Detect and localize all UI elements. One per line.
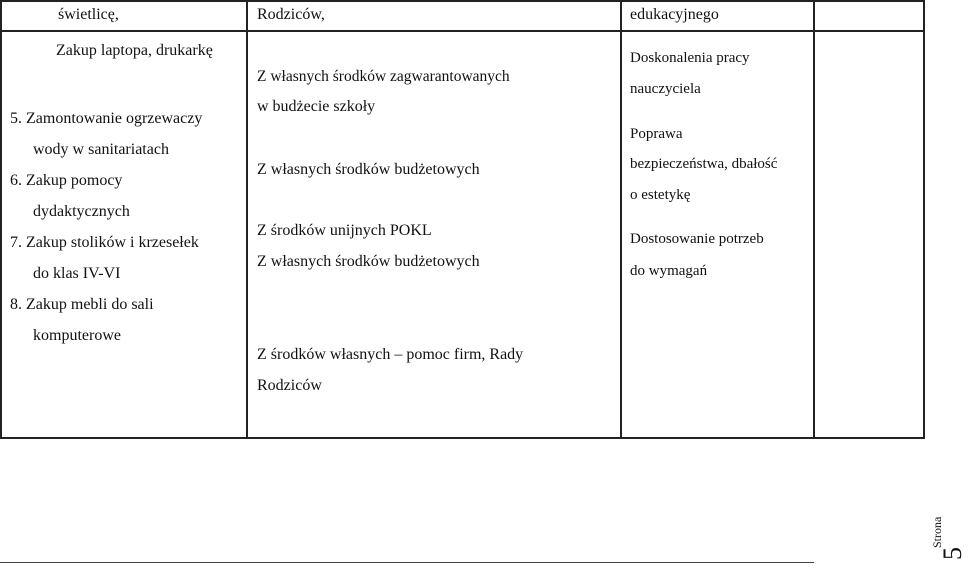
- task-6-line2: dydaktycznych: [33, 203, 130, 220]
- cell-col1-top-fragment: świetlicę,: [58, 6, 119, 23]
- page-number: [930, 516, 967, 580]
- task-laptop: Zakup laptopa, drukarkę: [56, 42, 213, 59]
- cell-col2-top-fragment: Rodziców,: [257, 6, 325, 23]
- table-bottom-border: [0, 437, 925, 439]
- funding-own-budget-1: Z własnych środków budżetowych: [257, 161, 480, 178]
- footer-rule: [0, 562, 814, 563]
- task-7-line2: do klas IV-VI: [33, 265, 121, 282]
- cell-col3-top-fragment: edukacyjnego: [630, 6, 719, 23]
- task-7-line1: 7. Zakup stolików i krzesełek: [10, 234, 199, 251]
- task-5-line1: 5. Zamontowanie ogrzewaczy: [10, 110, 203, 127]
- task-5-line2: wody w sanitariatach: [33, 141, 169, 158]
- funding-own-budget-2: Z własnych środków budżetowych: [257, 253, 480, 270]
- goal-safety-line1: Poprawa: [630, 126, 683, 142]
- task-6-line1: 6. Zakup pomocy: [10, 172, 123, 189]
- funding-own-funds-line1: Z środków własnych – pomoc firm, Rady: [257, 346, 524, 363]
- goal-safety-line3: o estetykę: [630, 187, 691, 203]
- goal-adapt-line1: Dostosowanie potrzeb: [630, 231, 764, 247]
- funding-own-guaranteed-line2: w budżecie szkoły: [257, 98, 376, 115]
- header-row-divider: [0, 30, 925, 32]
- table-top-border: [0, 0, 925, 2]
- goal-adapt-line2: do wymagań: [630, 263, 708, 279]
- goal-improve-line1: Doskonalenia pracy: [630, 50, 750, 66]
- task-8-line2: komputerowe: [33, 327, 121, 344]
- goal-improve-line2: nauczyciela: [630, 81, 701, 97]
- column-divider-3: [813, 0, 815, 438]
- funding-eu-pokl: Z środków unijnych POKL: [257, 222, 432, 239]
- column-divider-2: [620, 0, 622, 438]
- page-number-value: 5: [938, 547, 967, 560]
- task-8-line1: 8. Zakup mebli do sali: [10, 296, 154, 313]
- table-right-border: [923, 0, 925, 438]
- page-number-label: Strona: [930, 516, 944, 548]
- goal-safety-line2: bezpieczeństwa, dbałość: [630, 156, 778, 172]
- table-left-border: [0, 0, 2, 438]
- column-divider-1: [246, 0, 248, 438]
- funding-own-funds-line2: Rodziców: [257, 377, 322, 394]
- funding-own-guaranteed-line1: Z własnych środków zagwarantowanych: [257, 68, 510, 85]
